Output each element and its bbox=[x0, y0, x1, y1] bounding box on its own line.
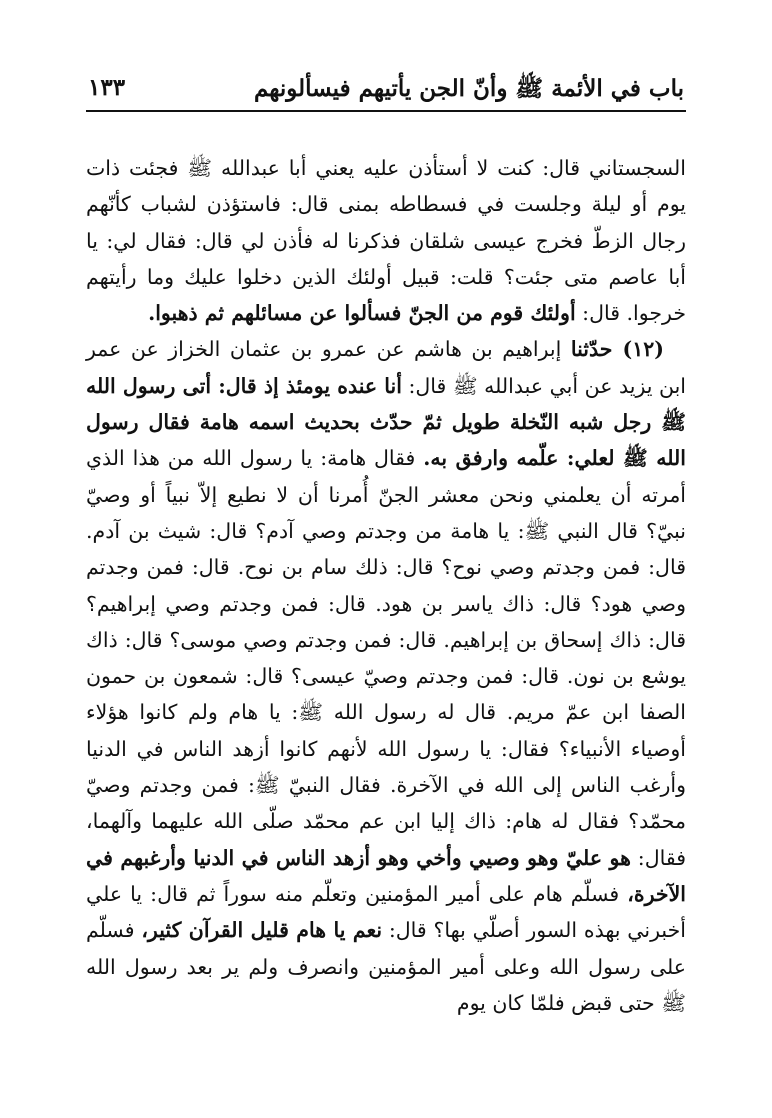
paragraph-2-text-1: فقال هامة: يا رسول الله من هذا الذي أمرته أن يعلمني ونحن معشر الجنّ أُمرنا أن لا نطيع إلاّ نبياً أو وصيّ نبيّ؟ قال النبي ﷺ: يا هامة من وجدتم وصي آدم؟ قال: شيث بن آدم. قال: فمن وجدتم وصي نوح؟ قال: ذلك سام بن نوح. قال: فمن وجدتم وصي هود؟ قال: ذاك ياسر بن هود. قال: فمن وجدتم وصي إبراهيم؟ قال: ذاك إسحاق بن إبراهيم. قال: فمن وجدتم وصي موسى؟ قال: ذاك يوشع بن نون. قال: فمن وجدتم وصيّ عيسى؟ قال: شمعون بن حمون الصفا ابن عمّ مريم. قال له رسول الله ﷺ: يا هام ولم كانوا هؤلاء أوصياء الأنبياء؟ فقال: يا رسول الله لأنهم كانوا أزهد الناس في الدنيا وأرغب الناس إلى الله في الآخرة. فقال النبيّ ﷺ: فمن وجدتم وصيّ محمّد؟ فقال له هام: ذاك إليا ابن عم محمّد صلّى الله عليهما وآلهما، فقال: bbox=[86, 446, 687, 870]
paragraph-2-bold-3: نعم يا هام قليل القرآن كثير، bbox=[141, 918, 383, 943]
paragraph-2-bold-2: هو عليّ وهو وصيي وأخي وهو أزهد الناس في الدنيا وأرغبهم في الآخرة، bbox=[86, 845, 686, 906]
isnad-text: إبراهيم بن هاشم عن عمرو بن عثمان الخزاز عن عمر ابن يزيد عن أبي عبدالله ﷺ قال: bbox=[86, 337, 686, 398]
paragraph-2-text-3: فسلّم على رسول الله وعلى أمير المؤمنين وانصرف ولم ير بعد رسول الله ﷺ حتى قبض فلمّا كان يوم bbox=[86, 918, 686, 1015]
paragraph-2-text-2: فسلّم هام على أمير المؤمنين وتعلّم منه سوراً ثم قال: يا علي أخبرني بهذه السور أصلّي بها؟ قال: bbox=[86, 881, 686, 943]
paragraph-1 bbox=[86, 150, 686, 331]
body-text bbox=[86, 150, 686, 1021]
hadith-number: (١٢) حدّثنا bbox=[570, 337, 664, 362]
page-number: ١٣٣ bbox=[88, 74, 126, 101]
paragraph-1-bold: أولئك قوم من الجنّ فسألوا عن مسائلهم ثم ذهبوا. bbox=[148, 301, 576, 326]
page-header bbox=[88, 70, 684, 110]
paragraph-2 bbox=[86, 331, 686, 1021]
header-rule bbox=[86, 110, 686, 112]
paragraph-2-bold-1: أنا عنده يومئذ إذ قال: أتى رسول الله ﷺ رجل شبه النّخلة طويل ثمّ حدّث بحديث اسمه هامة فقال رسول الله ﷺ لعلي: علّمه وارفق به. bbox=[86, 373, 686, 471]
running-title: باب في الأئمة ﷺ وأنّ الجن يأتيهم فيسألونهم bbox=[253, 75, 684, 102]
paragraph-1-text: السجستاني قال: كنت لا أستأذن عليه يعني أبا عبدالله ﷺ فجئت ذات يوم أو ليلة وجلست في فسطاطه بمنى قال: فاستؤذن لشباب كأنّهم رجال الزطّ فخرج عيسى شلقان فذكرنا له فأذن لي قال: فقال لي: يا أبا عاصم متى جئت؟ قلت: قبيل أولئك الذين دخلوا عليك وما رأيتهم خرجوا. قال: bbox=[86, 156, 686, 326]
